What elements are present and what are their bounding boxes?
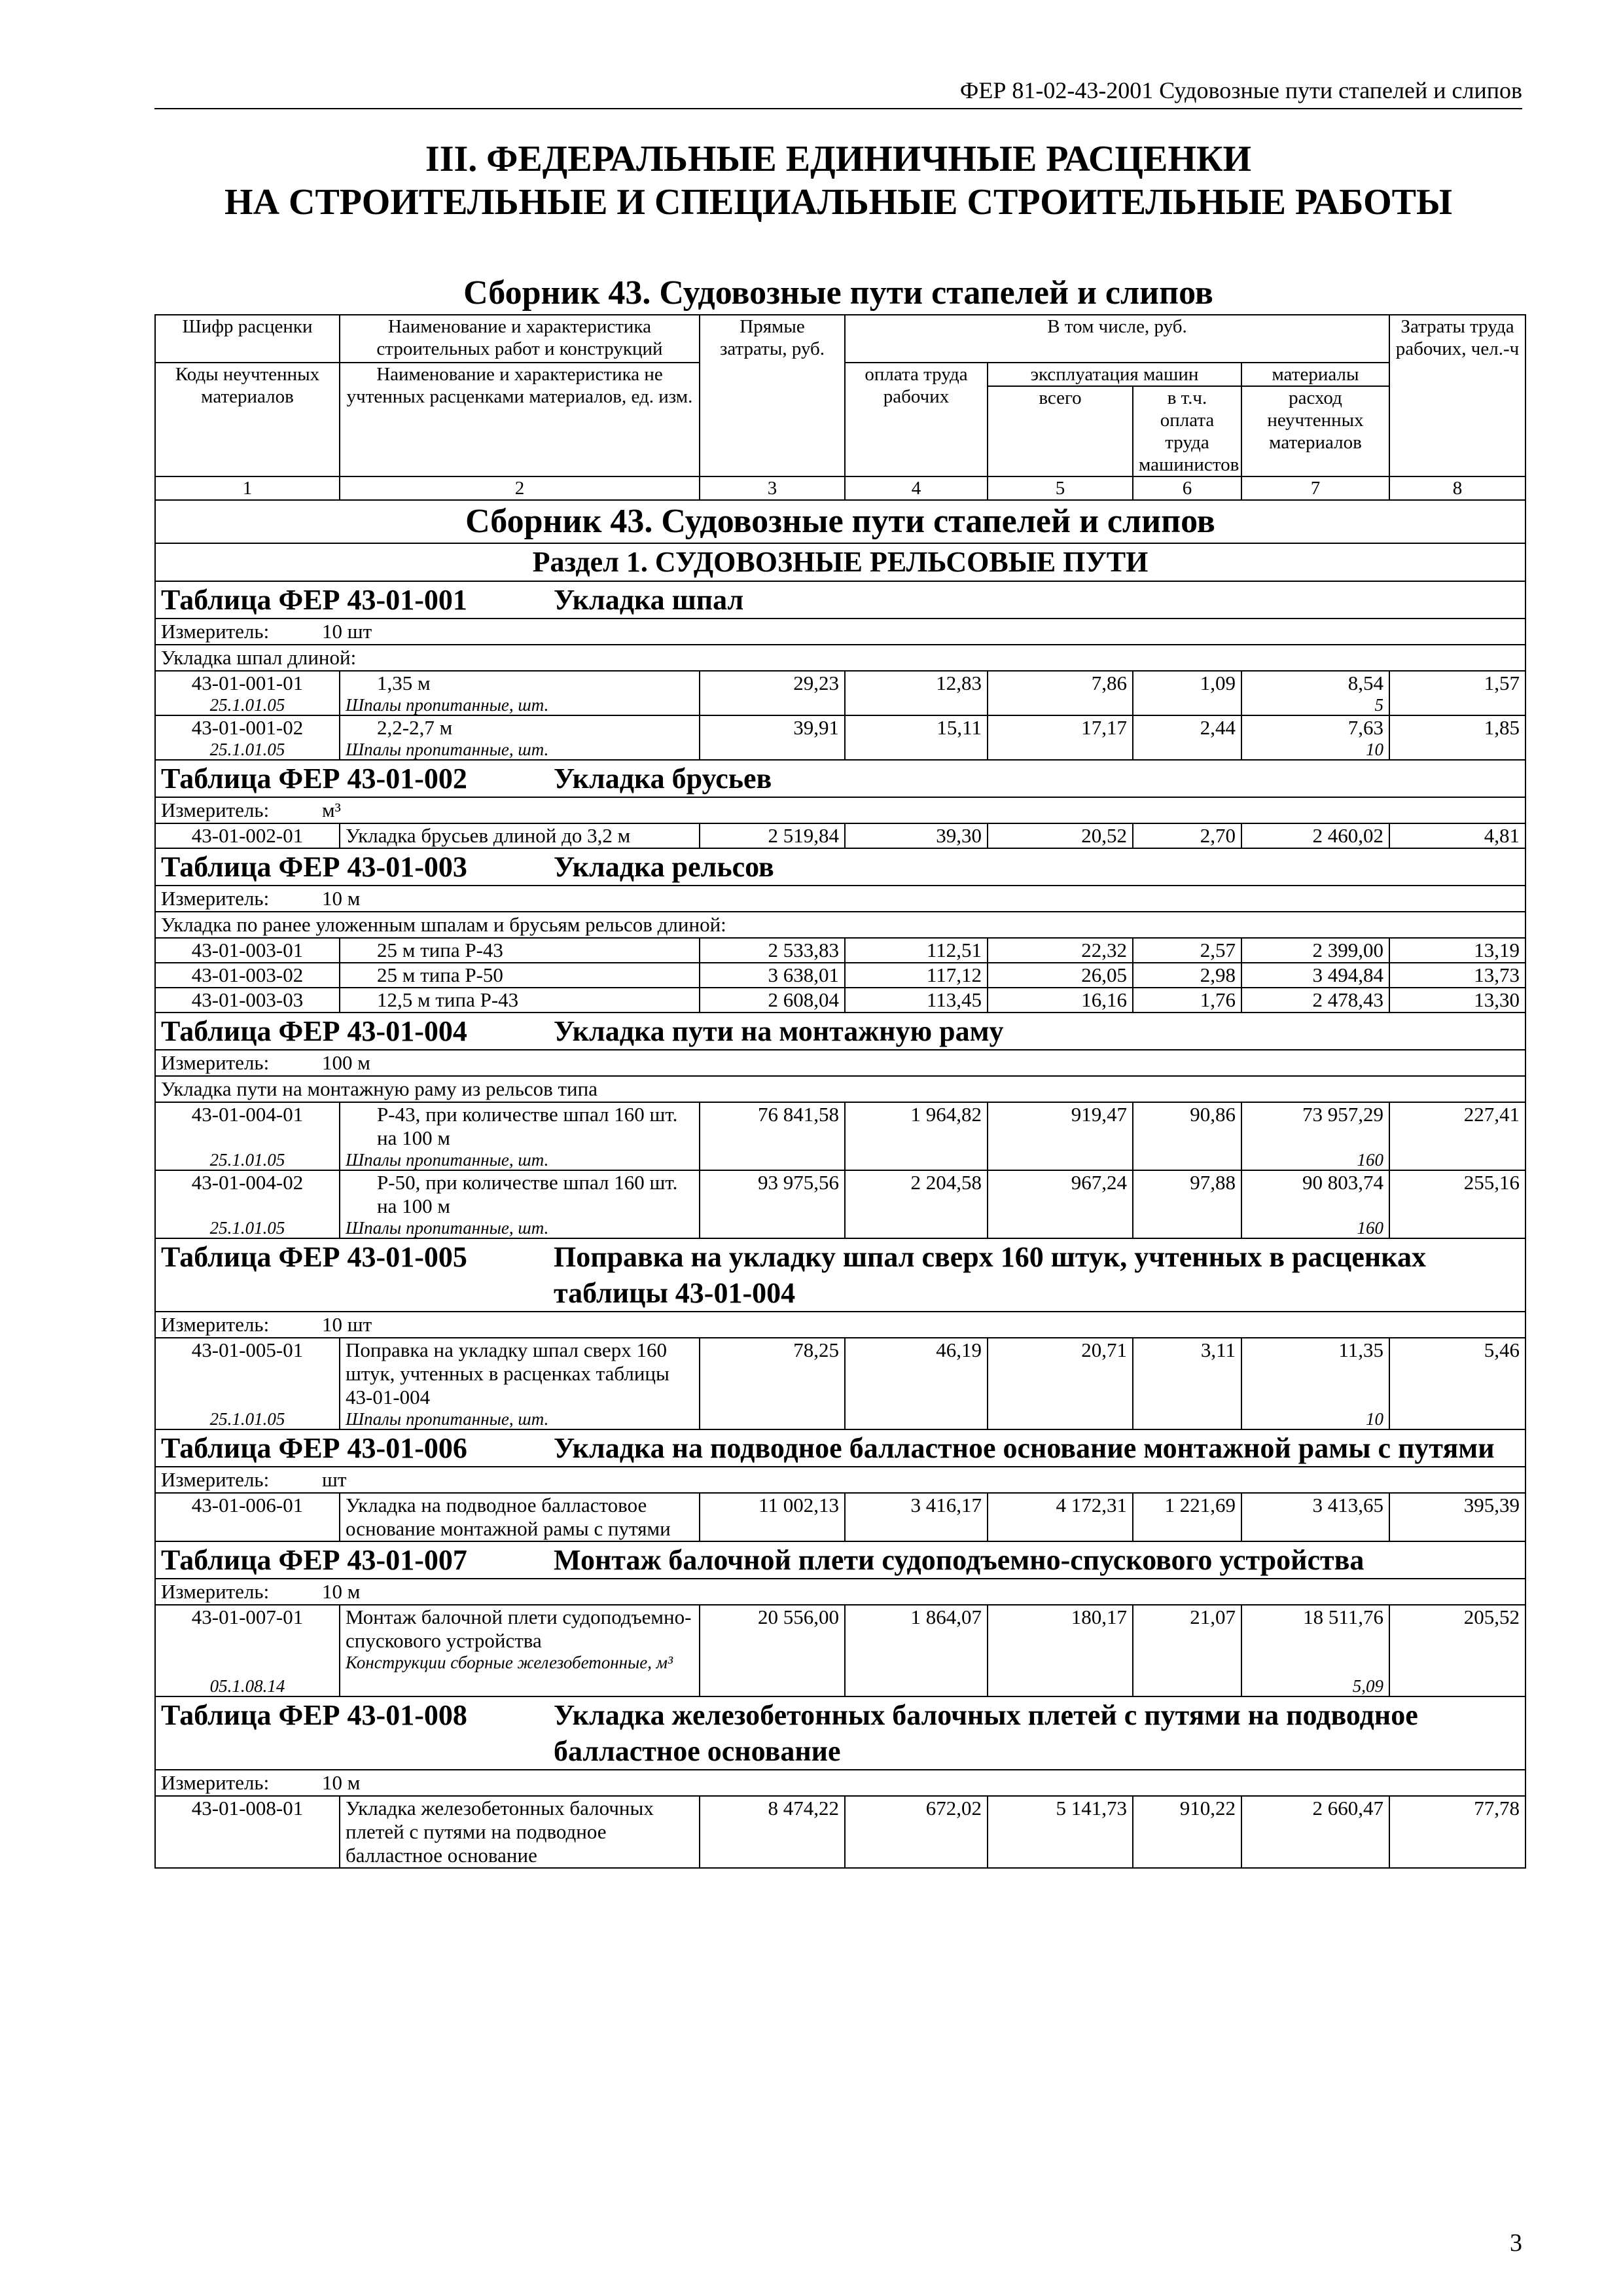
rate-name: 1,35 м	[377, 672, 431, 694]
measure-row	[155, 1312, 1525, 1338]
direct-costs: 2 608,04	[700, 988, 845, 1013]
table-heading-row	[155, 760, 1525, 797]
table-row	[155, 1605, 1525, 1696]
direct-costs: 2 533,83	[700, 938, 845, 963]
rate-code: 43-01-003-02	[191, 963, 304, 986]
machines-total: 5 141,73	[988, 1796, 1133, 1868]
rate-name: Монтаж балочной плети судоподъемно-спускового устройства	[346, 1605, 692, 1652]
machines-total: 20,71	[988, 1338, 1133, 1429]
materials-cost: 2 660,47	[1241, 1796, 1389, 1868]
material-quantity: 10	[1366, 1409, 1383, 1429]
material-name: Шпалы пропитанные, шт.	[346, 1218, 549, 1238]
table-row	[155, 988, 1525, 1013]
labor-pay: 112,51	[845, 938, 988, 963]
machinists-pay: 2,57	[1133, 938, 1241, 963]
header-labor-cost: Затраты труда рабочих, чел.-ч	[1389, 315, 1525, 476]
machines-total: 967,24	[988, 1170, 1133, 1238]
machines-total: 919,47	[988, 1102, 1133, 1170]
name-cell	[340, 938, 700, 963]
table-heading-row	[155, 1541, 1525, 1579]
labor-cost: 255,16	[1389, 1170, 1525, 1238]
rate-code: 43-01-003-03	[191, 988, 304, 1011]
code-cell	[155, 715, 340, 760]
table-heading	[155, 1541, 1525, 1579]
rate-name: Поправка на укладку шпал сверх 160 штук, учтенных в расценках таблицы 43-01-004	[346, 1338, 669, 1408]
table-row	[155, 1338, 1525, 1429]
rate-name: 12,5 м типа Р-43	[377, 988, 519, 1011]
table-heading	[155, 1429, 1525, 1467]
header-direct-costs: Прямые затраты, руб.	[700, 315, 845, 476]
header-rule	[154, 108, 1522, 109]
table-row	[155, 963, 1525, 988]
measure-row	[155, 797, 1525, 823]
materials-cost: 18 511,76	[1303, 1605, 1383, 1628]
measure-label: Измеритель:	[161, 1313, 270, 1336]
material-name: Шпалы пропитанные, шт.	[346, 695, 549, 715]
material-name: Конструкции сборные железобетонные, м³	[346, 1653, 673, 1672]
labor-pay: 2 204,58	[845, 1170, 988, 1238]
machinists-pay: 21,07	[1133, 1605, 1241, 1696]
rate-code: 43-01-004-01	[191, 1103, 304, 1126]
machinists-pay: 2,70	[1133, 823, 1241, 848]
table-number: Таблица ФЕР 43-01-004	[161, 1015, 467, 1047]
measure	[155, 619, 1525, 645]
name-cell	[340, 823, 700, 848]
table-number: Таблица ФЕР 43-01-008	[161, 1699, 467, 1731]
name-cell	[340, 1102, 700, 1170]
measure-row	[155, 886, 1525, 912]
machinists-pay: 90,86	[1133, 1102, 1241, 1170]
column-number: 4	[845, 476, 988, 500]
labor-cost: 13,30	[1389, 988, 1525, 1013]
materials-cell	[1241, 671, 1389, 715]
measure-label: Измеритель:	[161, 1468, 270, 1491]
table-heading-row	[155, 1013, 1525, 1050]
material-code: 25.1.01.05	[209, 695, 285, 715]
code-cell	[155, 1170, 340, 1238]
machines-total: 20,52	[988, 823, 1133, 848]
code-cell	[155, 823, 340, 848]
measure	[155, 1050, 1525, 1076]
column-number: 6	[1133, 476, 1241, 500]
header-name-top: Наименование и характеристика строительных работ и конструкций	[340, 315, 700, 363]
materials-cost: 2 460,02	[1241, 823, 1389, 848]
subheading-row	[155, 912, 1525, 938]
table-heading	[155, 760, 1525, 797]
measure-label: Измеритель:	[161, 1771, 270, 1794]
machines-total: 17,17	[988, 715, 1133, 760]
material-code: 25.1.01.05	[209, 1150, 285, 1170]
machinists-pay: 3,11	[1133, 1338, 1241, 1429]
machinists-pay: 1,76	[1133, 988, 1241, 1013]
material-name: Шпалы пропитанные, шт.	[346, 740, 549, 759]
subheading: Укладка пути на монтажную раму из рельсов типа	[155, 1076, 1525, 1102]
collection-banner: Сборник 43. Судовозные пути стапелей и слипов	[155, 500, 1525, 543]
material-code: 25.1.01.05	[209, 1218, 285, 1238]
material-code: 05.1.08.14	[209, 1676, 285, 1696]
materials-cost: 2 399,00	[1241, 938, 1389, 963]
labor-cost: 395,39	[1389, 1493, 1525, 1541]
main-title-line-1: III. ФЕДЕРАЛЬНЫЕ ЕДИНИЧНЫЕ РАСЦЕНКИ	[425, 139, 1252, 179]
header-row-1	[155, 315, 1525, 363]
material-code: 25.1.01.05	[209, 740, 285, 759]
column-number: 7	[1241, 476, 1389, 500]
table-name: Поправка на укладку шпал сверх 160 штук, учтенных в расценках таблицы 43-01-004	[554, 1241, 1426, 1309]
measure	[155, 1467, 1525, 1493]
subheading: Укладка шпал длиной:	[155, 645, 1525, 671]
header-labor-pay: оплата труда рабочих	[845, 363, 988, 476]
header-code-bottom: Коды неучтенных материалов	[155, 363, 340, 476]
materials-cell	[1241, 1170, 1389, 1238]
labor-pay: 113,45	[845, 988, 988, 1013]
table-row	[155, 1170, 1525, 1238]
table-number: Таблица ФЕР 43-01-003	[161, 851, 467, 883]
measure-label: Измеритель:	[161, 1051, 270, 1074]
page-number: 3	[1510, 2229, 1522, 2257]
labor-pay: 672,02	[845, 1796, 988, 1868]
rate-code: 43-01-007-01	[191, 1605, 304, 1628]
column-number: 8	[1389, 476, 1525, 500]
labor-pay: 39,30	[845, 823, 988, 848]
rate-code: 43-01-001-02	[191, 716, 304, 739]
code-cell	[155, 1338, 340, 1429]
measure-label: Измеритель:	[161, 887, 270, 910]
labor-cost: 227,41	[1389, 1102, 1525, 1170]
column-numbers-row	[155, 476, 1525, 500]
direct-costs: 93 975,56	[700, 1170, 845, 1238]
subheading: Укладка по ранее уложенным шпалам и брусьям рельсов длиной:	[155, 912, 1525, 938]
running-header: ФЕР 81-02-43-2001 Судовозные пути стапелей и слипов	[959, 77, 1522, 103]
direct-costs: 2 519,84	[700, 823, 845, 848]
rate-name: Укладка железобетонных балочных плетей с путями на подводное балластное основание	[346, 1797, 654, 1867]
rate-code: 43-01-003-01	[191, 939, 304, 961]
measure-label: Измеритель:	[161, 1580, 270, 1603]
labor-pay: 3 416,17	[845, 1493, 988, 1541]
header-machines: эксплуатация машин	[988, 363, 1241, 386]
material-name: Шпалы пропитанные, шт.	[346, 1409, 549, 1429]
rate-code: 43-01-002-01	[191, 824, 304, 847]
labor-cost: 13,19	[1389, 938, 1525, 963]
name-cell	[340, 671, 700, 715]
material-quantity: 5,09	[1352, 1676, 1383, 1696]
measure-row	[155, 1579, 1525, 1605]
measure-label: Измеритель:	[161, 620, 270, 643]
material-code: 25.1.01.05	[209, 1409, 285, 1429]
direct-costs: 3 638,01	[700, 963, 845, 988]
header-machines-total: всего	[988, 386, 1133, 476]
table-heading-row	[155, 581, 1525, 619]
machinists-pay: 1,09	[1133, 671, 1241, 715]
name-cell	[340, 715, 700, 760]
table-row	[155, 1102, 1525, 1170]
rate-code: 43-01-008-01	[191, 1797, 304, 1820]
rate-name: Р-50, при количестве шпал 160 шт. на 100 м	[377, 1171, 678, 1217]
name-cell	[340, 963, 700, 988]
material-quantity: 10	[1366, 740, 1383, 759]
table-name: Укладка брусьев	[554, 762, 772, 795]
table-heading	[155, 848, 1525, 886]
collection-title: Сборник 43. Судовозные пути стапелей и слипов	[463, 274, 1213, 312]
header-materials-use: расход неучтенных материалов	[1241, 386, 1389, 476]
measure-unit: 10 м	[322, 1580, 361, 1603]
machines-total: 16,16	[988, 988, 1133, 1013]
materials-cost: 3 494,84	[1241, 963, 1389, 988]
measure	[155, 1312, 1525, 1338]
name-cell	[340, 1493, 700, 1541]
collection-banner-row	[155, 500, 1525, 543]
materials-cost: 2 478,43	[1241, 988, 1389, 1013]
table-row	[155, 1796, 1525, 1868]
materials-cost: 8,54	[1347, 672, 1383, 694]
table-heading-row	[155, 1696, 1525, 1770]
labor-cost: 77,78	[1389, 1796, 1525, 1868]
column-number: 5	[988, 476, 1133, 500]
name-cell	[340, 1170, 700, 1238]
header-name-bottom: Наименование и характеристика не учтенных расценками материалов, ед. изм.	[340, 363, 700, 476]
direct-costs: 29,23	[700, 671, 845, 715]
measure-row	[155, 1467, 1525, 1493]
rate-code: 43-01-004-02	[191, 1171, 304, 1194]
rate-name: 2,2-2,7 м	[377, 716, 453, 739]
rate-code: 43-01-006-01	[191, 1494, 304, 1516]
labor-pay: 1 964,82	[845, 1102, 988, 1170]
material-quantity: 160	[1357, 1150, 1383, 1170]
machinists-pay: 2,44	[1133, 715, 1241, 760]
rate-name: Укладка на подводное балластовое основание монтажной рамы с путями	[346, 1494, 671, 1540]
labor-cost: 13,73	[1389, 963, 1525, 988]
materials-cell	[1241, 1605, 1389, 1696]
measure-unit: шт	[322, 1468, 347, 1491]
direct-costs: 11 002,13	[700, 1493, 845, 1541]
column-number: 2	[340, 476, 700, 500]
code-cell	[155, 1102, 340, 1170]
table-name: Укладка на подводное балластное основание монтажной рамы с путями	[554, 1432, 1495, 1464]
measure-unit: 10 шт	[322, 620, 372, 643]
measure-unit: 10 шт	[322, 1313, 372, 1336]
table-heading	[155, 581, 1525, 619]
table-row	[155, 1493, 1525, 1541]
measure-unit: 100 м	[322, 1051, 370, 1074]
materials-cost: 7,63	[1347, 716, 1383, 739]
name-cell	[340, 1338, 700, 1429]
table-row	[155, 938, 1525, 963]
subheading-row	[155, 1076, 1525, 1102]
code-cell	[155, 988, 340, 1013]
table-number: Таблица ФЕР 43-01-006	[161, 1432, 467, 1464]
header-code-top: Шифр расценки	[155, 315, 340, 363]
machines-total: 26,05	[988, 963, 1133, 988]
direct-costs: 39,91	[700, 715, 845, 760]
direct-costs: 78,25	[700, 1338, 845, 1429]
rate-name: 25 м типа Р-43	[377, 939, 503, 961]
table-name: Монтаж балочной плети судоподъемно-спускового устройства	[554, 1544, 1364, 1576]
table-heading	[155, 1696, 1525, 1770]
code-cell	[155, 1605, 340, 1696]
measure	[155, 797, 1525, 823]
table-name: Укладка шпал	[554, 584, 744, 616]
column-number: 1	[155, 476, 340, 500]
direct-costs: 20 556,00	[700, 1605, 845, 1696]
material-quantity: 5	[1374, 695, 1383, 715]
labor-cost: 205,52	[1389, 1605, 1525, 1696]
measure	[155, 1579, 1525, 1605]
header-materials: материалы	[1241, 363, 1389, 386]
code-cell	[155, 938, 340, 963]
machines-total: 180,17	[988, 1605, 1133, 1696]
table-row	[155, 671, 1525, 715]
main-title-line-2: НА СТРОИТЕЛЬНЫЕ И СПЕЦИАЛЬНЫЕ СТРОИТЕЛЬНЫЕ РАБОТЫ	[224, 182, 1452, 223]
subheading-row	[155, 645, 1525, 671]
code-cell	[155, 1493, 340, 1541]
table-number: Таблица ФЕР 43-01-001	[161, 584, 467, 616]
table-number: Таблица ФЕР 43-01-002	[161, 762, 467, 795]
labor-cost: 1,85	[1389, 715, 1525, 760]
table-heading	[155, 1013, 1525, 1050]
machines-total: 7,86	[988, 671, 1133, 715]
labor-pay: 117,12	[845, 963, 988, 988]
material-name: Шпалы пропитанные, шт.	[346, 1150, 549, 1170]
table-number: Таблица ФЕР 43-01-007	[161, 1544, 467, 1576]
header-including: В том числе, руб.	[845, 315, 1389, 363]
table-name: Укладка рельсов	[554, 851, 774, 883]
machinists-pay: 2,98	[1133, 963, 1241, 988]
table-heading-row	[155, 1238, 1525, 1312]
labor-pay: 15,11	[845, 715, 988, 760]
measure-unit: 10 м	[322, 1771, 361, 1794]
name-cell	[340, 1605, 700, 1696]
column-number: 3	[700, 476, 845, 500]
labor-pay: 12,83	[845, 671, 988, 715]
materials-cost: 11,35	[1338, 1338, 1383, 1361]
materials-cell	[1241, 1338, 1389, 1429]
table-heading-row	[155, 1429, 1525, 1467]
measure-row	[155, 1770, 1525, 1796]
table-heading-row	[155, 848, 1525, 886]
rate-name: Укладка брусьев длиной до 3,2 м	[346, 824, 631, 847]
materials-cost: 73 957,29	[1302, 1103, 1383, 1126]
table-name: Укладка железобетонных балочных плетей с путями на подводное балластное основание	[554, 1699, 1418, 1767]
section-banner: Раздел 1. СУДОВОЗНЫЕ РЕЛЬСОВЫЕ ПУТИ	[155, 543, 1525, 581]
rate-name: Р-43, при количестве шпал 160 шт. на 100 м	[377, 1103, 678, 1149]
measure-label: Измеритель:	[161, 798, 270, 821]
machinists-pay: 97,88	[1133, 1170, 1241, 1238]
labor-cost: 4,81	[1389, 823, 1525, 848]
rates-table	[154, 314, 1526, 1869]
labor-pay: 1 864,07	[845, 1605, 988, 1696]
table-row	[155, 823, 1525, 848]
labor-cost: 5,46	[1389, 1338, 1525, 1429]
direct-costs: 76 841,58	[700, 1102, 845, 1170]
material-quantity: 160	[1357, 1218, 1383, 1238]
machines-total: 22,32	[988, 938, 1133, 963]
table-name: Укладка пути на монтажную раму	[554, 1015, 1004, 1047]
rate-code: 43-01-005-01	[191, 1338, 304, 1361]
machines-total: 4 172,31	[988, 1493, 1133, 1541]
code-cell	[155, 671, 340, 715]
machinists-pay: 1 221,69	[1133, 1493, 1241, 1541]
labor-cost: 1,57	[1389, 671, 1525, 715]
materials-cost: 90 803,74	[1302, 1171, 1383, 1194]
measure	[155, 1770, 1525, 1796]
direct-costs: 8 474,22	[700, 1796, 845, 1868]
materials-cell	[1241, 715, 1389, 760]
materials-cell	[1241, 1102, 1389, 1170]
table-number: Таблица ФЕР 43-01-005	[161, 1241, 467, 1273]
header-machinists-pay: в т.ч. оплата труда машинистов	[1133, 386, 1241, 476]
code-cell	[155, 963, 340, 988]
table-row	[155, 715, 1525, 760]
rate-name: 25 м типа Р-50	[377, 963, 503, 986]
section-banner-row	[155, 543, 1525, 581]
table-heading	[155, 1238, 1525, 1312]
measure-unit: 10 м	[322, 887, 361, 910]
materials-cost: 3 413,65	[1241, 1493, 1389, 1541]
measure-unit: м³	[322, 798, 341, 821]
rate-code: 43-01-001-01	[191, 672, 304, 694]
main-title	[154, 137, 1522, 224]
name-cell	[340, 988, 700, 1013]
measure-row	[155, 619, 1525, 645]
machinists-pay: 910,22	[1133, 1796, 1241, 1868]
name-cell	[340, 1796, 700, 1868]
measure	[155, 886, 1525, 912]
code-cell	[155, 1796, 340, 1868]
labor-pay: 46,19	[845, 1338, 988, 1429]
measure-row	[155, 1050, 1525, 1076]
